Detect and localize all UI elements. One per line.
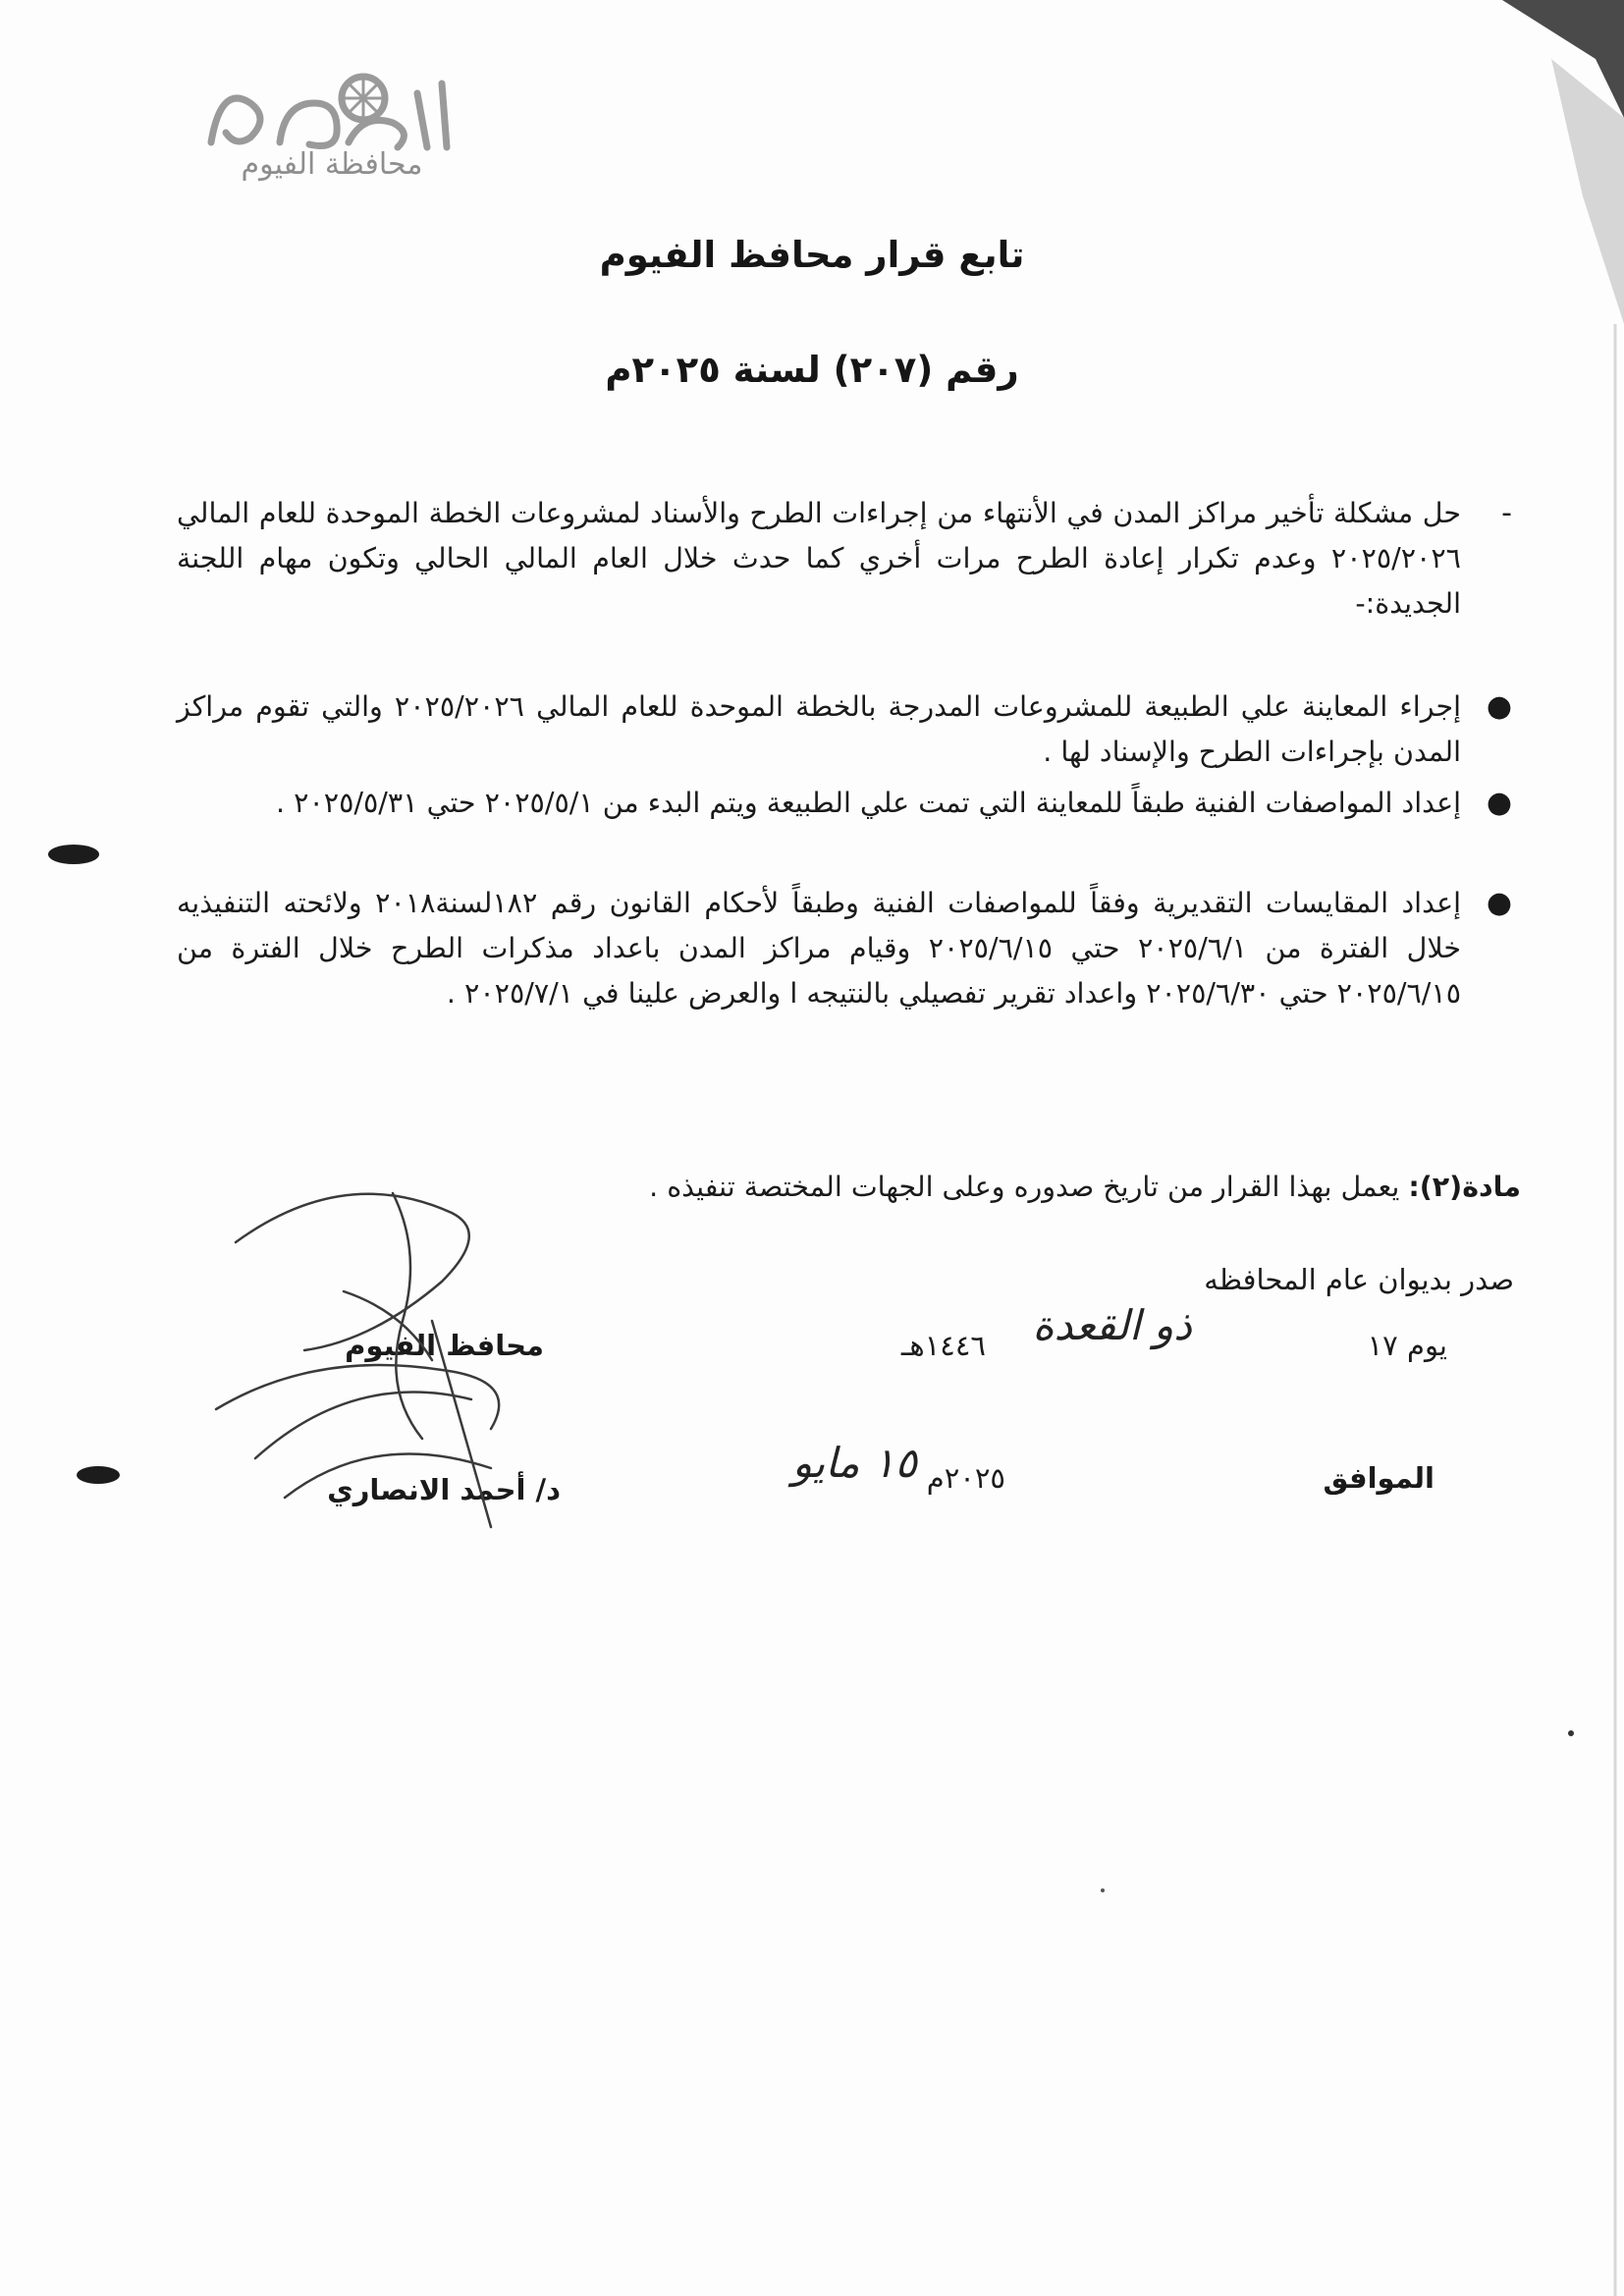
article-2 — [343, 1171, 1521, 1203]
bullet-icon: ● — [1486, 689, 1512, 724]
article-label: مادة(٢): — [1408, 1171, 1521, 1203]
article-text: يعمل بهذا القرار من تاريخ صدوره وعلى الجهات المختصة تنفيذه . — [649, 1171, 1409, 1203]
bullet-text: إجراء المعاينة علي الطبيعة للمشروعات المدرجة بالخطة الموحدة للعام المالي ٢٠٢٥/٢٠٢٦ والتي تقوم مراكز المدن بإجراءات الطرح والإسناد لها . — [177, 690, 1461, 768]
bullet-item — [177, 881, 1512, 1016]
bullet-text: إعداد المواصفات الفنية طبقاً للمعاينة التي تمت علي الطبيعة ويتم البدء من ٢٠٢٥/٥/١ حتي ٢٠٢٥/٥/٣١ . — [276, 787, 1461, 819]
handwritten-hijri-month: ذو القعدة — [1032, 1301, 1192, 1349]
corresponding-label: الموافق — [1323, 1461, 1435, 1495]
bullet-icon: ● — [1486, 786, 1512, 820]
issued-at: صدر بديوان عام المحافظه — [1204, 1263, 1514, 1296]
handwritten-gregorian-date: ١٥ مايو — [791, 1439, 917, 1487]
bullet-item — [177, 781, 1512, 826]
decision-title: تابع قرار محافظ الفيوم — [599, 234, 1025, 276]
bullet-item — [177, 684, 1512, 775]
bullet-text: إعداد المقايسات التقديرية وفقاً للمواصفات الفنية وطبقاً لأحكام القانون رقم ١٨٢لسنة٢٠١٨ ولائحته التنفيذيه خلال الفترة من ٢٠٢٥/٦/١ حتي ٢٠٢٥/٦/١٥ وقيام مراكز المدن باعداد مذكرات الطرح خلال الفترة من ٢٠٢٥/٦/١٥ حتي ٢٠٢٥/٦/٣٠ واعداد تقرير تفصيلي بالنتيجه ا والعرض علينا في ٢٠٢٥/٧/١ . — [177, 887, 1461, 1010]
governor-title: محافظ الفيوم — [345, 1329, 544, 1362]
hijri-year: ١٤٤٦هـ — [900, 1329, 986, 1362]
dash-marker: - — [1501, 496, 1512, 530]
bullet-icon: ● — [1486, 886, 1512, 920]
decision-number: رقم (٢٠٧) لسنة ٢٠٢٥م — [605, 349, 1019, 391]
logo-caption: محافظة الفيوم — [241, 147, 423, 182]
governor-name: د/ أحمد الانصاري — [327, 1473, 561, 1506]
gregorian-year: ٢٠٢٥م — [926, 1461, 1005, 1495]
hijri-day: يوم ١٧ — [1367, 1329, 1447, 1362]
intro-paragraph — [177, 491, 1512, 627]
intro-text: حل مشكلة تأخير مراكز المدن في الأنتهاء من إجراءات الطرح والأسناد لمشروعات الخطة الموحدة للعام المالي ٢٠٢٥/٢٠٢٦ وعدم تكرار إعادة الطرح مرات أخري كما حدث خلال العام المالي الحالي وتكون مهام اللجنة الجديدة:- — [177, 497, 1461, 620]
